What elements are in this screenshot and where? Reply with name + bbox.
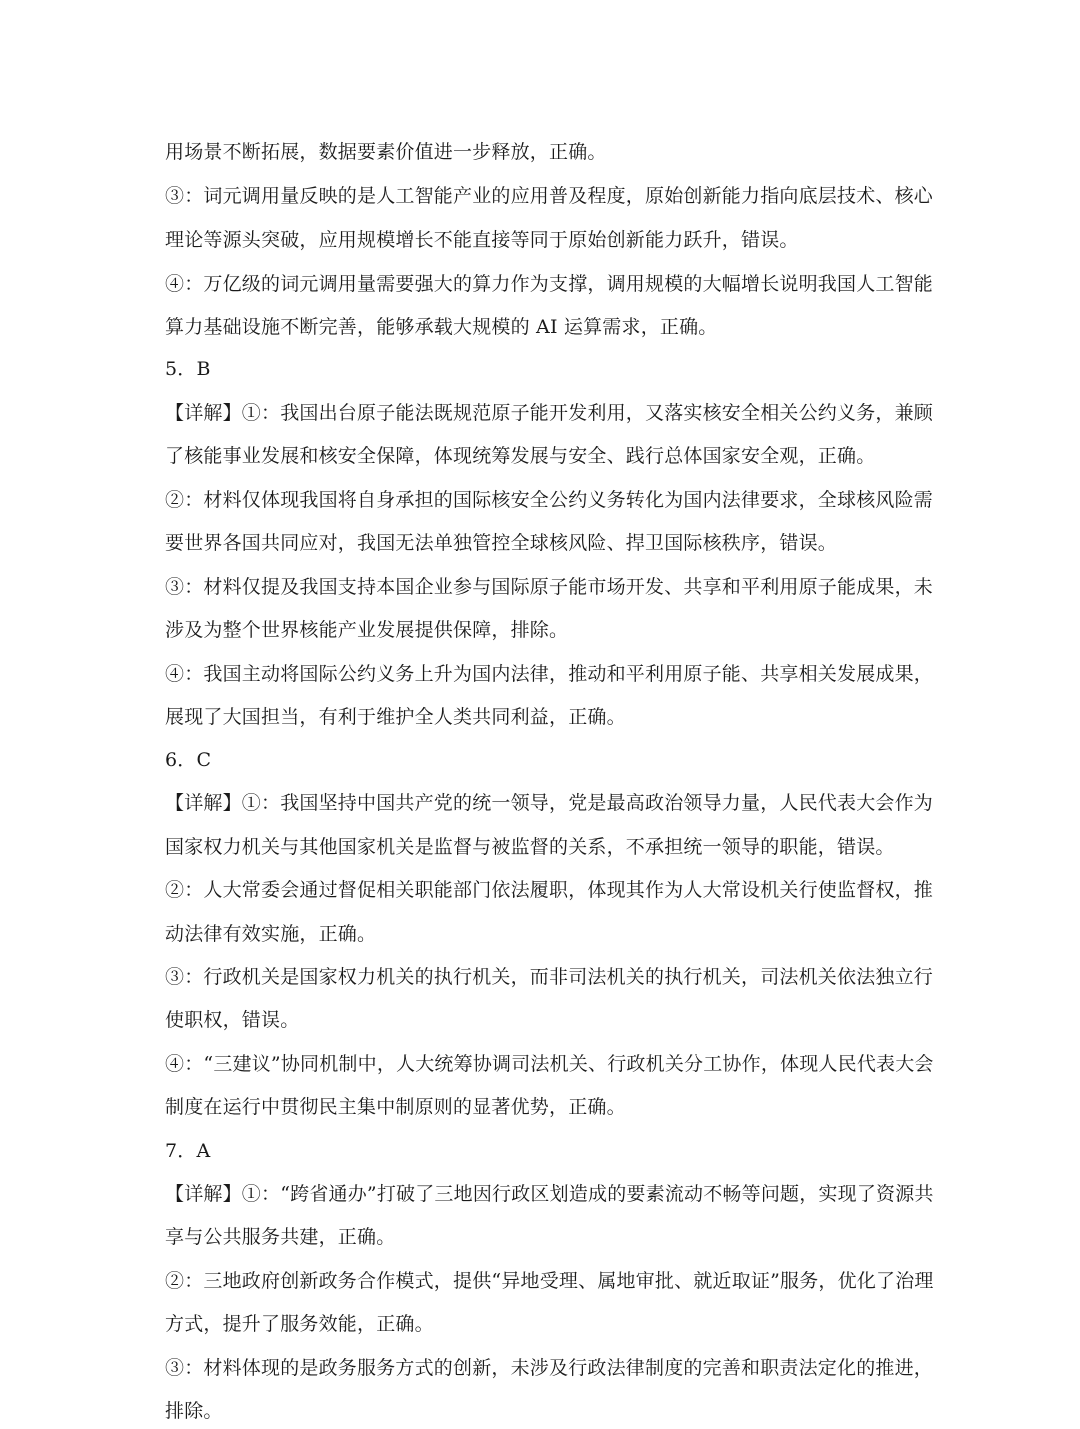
text-line: ③：材料仅提及我国支持本国企业参与国际原子能市场开发、共享和平利用原子能成果，未 bbox=[165, 576, 934, 598]
question-number: 6．C bbox=[165, 749, 212, 771]
text-line: 要世界各国共同应对，我国无法单独管控全球核风险、捍卫国际核秩序，错误。 bbox=[165, 532, 838, 554]
text-line: 方式，提升了服务效能，正确。 bbox=[165, 1313, 434, 1335]
text-line: 理论等源头突破，应用规模增长不能直接等同于原始创新能力跃升，错误。 bbox=[165, 229, 799, 251]
text-line: ④：万亿级的词元调用量需要强大的算力作为支撑，调用规模的大幅增长说明我国人工智能 bbox=[165, 273, 934, 295]
text-line: 【详解】①：我国坚持中国共产党的统一领导，党是最高政治领导力量，人民代表大会作为 bbox=[165, 792, 934, 814]
text-line: 【详解】①：“跨省通办”打破了三地因行政区划造成的要素流动不畅等问题，实现了资源共 bbox=[165, 1183, 934, 1205]
text-line: ④：我国主动将国际公约义务上升为国内法律，推动和平利用原子能、共享相关发展成果， bbox=[165, 663, 934, 685]
text-line: 了核能事业发展和核安全保障，体现统筹发展与安全、践行总体国家安全观，正确。 bbox=[165, 445, 876, 467]
text-line: 用场景不断拓展，数据要素价值进一步释放，正确。 bbox=[165, 141, 607, 163]
question-number: 5．B bbox=[165, 358, 211, 380]
text-line: 【详解】①：我国出台原子能法既规范原子能开发利用，又落实核安全相关公约义务，兼顾 bbox=[165, 402, 934, 424]
text-line: ③：词元调用量反映的是人工智能产业的应用普及程度，原始创新能力指向底层技术、核心 bbox=[165, 185, 934, 207]
text-line: ③：材料体现的是政务服务方式的创新，未涉及行政法律制度的完善和职责法定化的推进， bbox=[165, 1357, 934, 1379]
text-line: ②：材料仅体现我国将自身承担的国际核安全公约义务转化为国内法律要求，全球核风险需 bbox=[165, 489, 934, 511]
text-line: ②：三地政府创新政务合作模式，提供“异地受理、属地审批、就近取证”服务，优化了治理 bbox=[165, 1270, 934, 1292]
text-line: ②：人大常委会通过督促相关职能部门依法履职，体现其作为人大常设机关行使监督权，推 bbox=[165, 879, 934, 901]
text-line: 排除。 bbox=[165, 1400, 223, 1422]
text-line: 算力基础设施不断完善，能够承载大规模的 AI 运算需求，正确。 bbox=[165, 316, 718, 338]
text-line: 展现了大国担当，有利于维护全人类共同利益，正确。 bbox=[165, 706, 626, 728]
text-line: 制度在运行中贯彻民主集中制原则的显著优势，正确。 bbox=[165, 1096, 626, 1118]
text-line: ④：“三建议”协同机制中，人大统筹协调司法机关、行政机关分工协作，体现人民代表大会 bbox=[165, 1053, 934, 1075]
text-line: ③：行政机关是国家权力机关的执行机关，而非司法机关的执行机关，司法机关依法独立行 bbox=[165, 966, 934, 988]
text-line: 享与公共服务共建，正确。 bbox=[165, 1226, 396, 1248]
question-number: 7．A bbox=[165, 1140, 211, 1162]
text-line: 国家权力机关与其他国家机关是监督与被监督的关系，不承担统一领导的职能，错误。 bbox=[165, 836, 895, 858]
text-line: 动法律有效实施，正确。 bbox=[165, 923, 377, 945]
text-line: 涉及为整个世界核能产业发展提供保障，排除。 bbox=[165, 619, 569, 641]
text-line: 使职权，错误。 bbox=[165, 1009, 300, 1031]
